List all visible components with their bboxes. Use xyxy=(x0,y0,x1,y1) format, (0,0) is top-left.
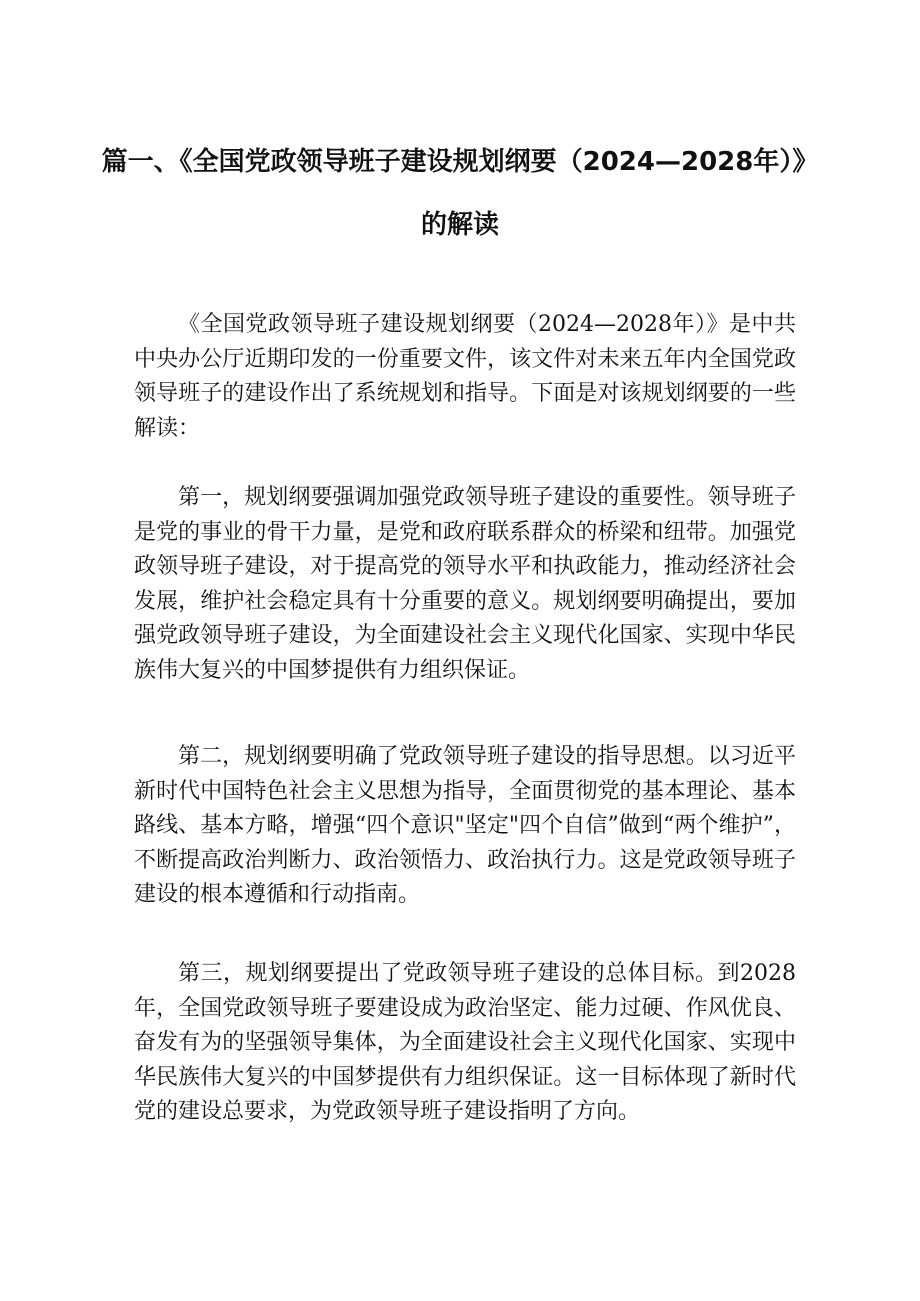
paragraph-first-point: 第一，规划纲要强调加强党政领导班子建设的重要性。领导班子是党的事业的骨干力量，是党和政府联系群众的桥梁和纽带。加强党政领导班子建设，对于提高党的领导水平和执政能力，推动经济社会发展，维护社会稳定具有十分重要的意义。规划纲要明确提出，要加强党政领导班子建设，为全面建设社会主义现代化国家、实现中华民族伟大复兴的中国梦提供有力组织保证。 xyxy=(134,485,796,683)
document-title-line-1: 篇一、《全国党政领导班子建设规划纲要（2024—2028年）》 xyxy=(101,147,819,177)
document-body xyxy=(134,0,796,1301)
paragraph-third-point: 第三，规划纲要提出了党政领导班子建设的总体目标。到2028年，全国党政领导班子要建设成为政治坚定、能力过硬、作风优良、奋发有为的坚强领导集体，为全面建设社会主义现代化国家、实现中华民族伟大复兴的中国梦提供有力组织保证。这一目标体现了新时代党的建设总要求，为党政领导班子建设指明了方向。 xyxy=(134,961,796,1125)
paragraph-intro: 《全国党政领导班子建设规划纲要（2024—2028年）》是中共中央办公厅近期印发的一份重要文件，该文件对未来五年内全国党政领导班子的建设作出了系统规划和指导。下面是对该规划纲要的一些解读： xyxy=(134,312,796,441)
paragraph-second-point: 第二，规划纲要明确了党政领导班子建设的指导思想。以习近平新时代中国特色社会主义思想为指导，全面贯彻党的基本理论、基本路线、基本方略，增强“四个意识"坚定"四个自信”做到“两个维护”，不断提高政治判断力、政治领悟力、政治执行力。这是党政领导班子建设的根本遵循和行动指南。 xyxy=(134,744,796,908)
document-title-line-2: 的解读 xyxy=(420,210,499,240)
